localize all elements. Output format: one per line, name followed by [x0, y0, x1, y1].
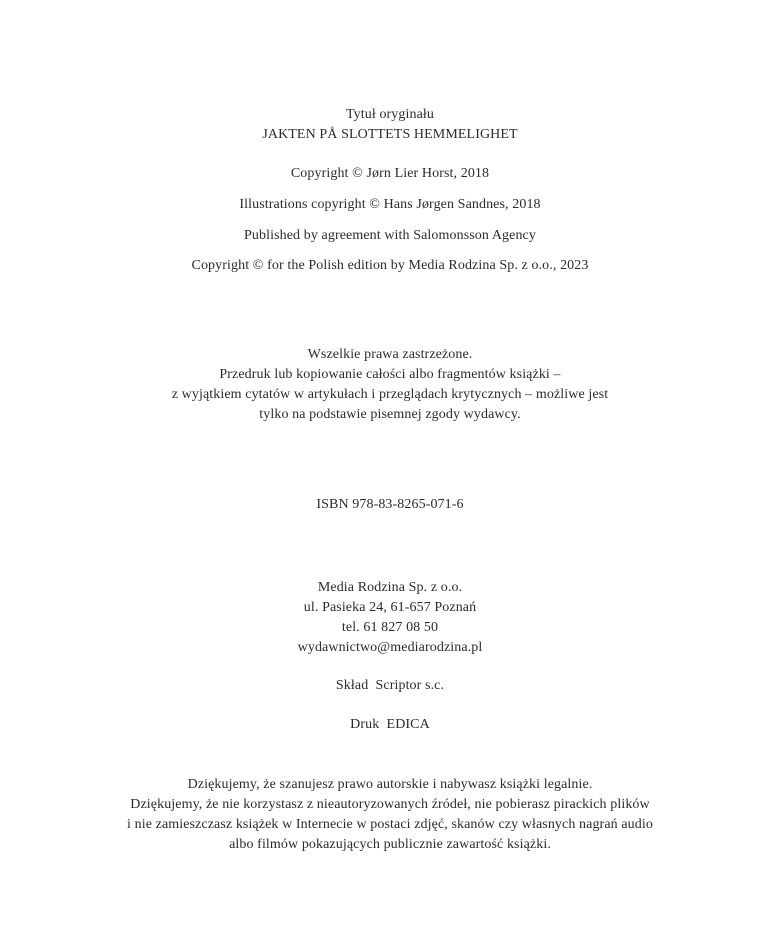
rights-notice-line: Przedruk lub kopiowanie całości albo fragmentów książki –	[219, 367, 561, 382]
copyright-illustrations: Illustrations copyright © Hans Jørgen Sandnes, 2018	[239, 197, 541, 212]
thanks-notice-line: Dziękujemy, że nie korzystasz z nieautoryzowanych źródeł, nie pobierasz pirackich plików	[130, 797, 650, 812]
thanks-notice-line: Dziękujemy, że szanujesz prawo autorskie i nabywasz książki legalnie.	[187, 777, 593, 792]
thanks-notice-line: albo filmów pokazujących publicznie zawartość książki.	[229, 837, 551, 852]
thanks-notice-line: i nie zamieszczasz książek w Internecie w postaci zdjęć, skanów czy własnych nagrań audio	[127, 817, 653, 832]
rights-notice-line: z wyjątkiem cytatów w artykułach i przeglądach krytycznych – możliwe jest	[171, 387, 609, 402]
rights-notice-line: tylko na podstawie pisemnej zgody wydawcy.	[259, 407, 521, 422]
original-title-label: Tytuł oryginału	[345, 107, 434, 122]
publisher-name: Media Rodzina Sp. z o.o.	[317, 580, 463, 595]
publisher-address: ul. Pasieka 24, 61-657 Poznań	[303, 600, 477, 615]
original-title: JAKTEN PÅ SLOTTETS HEMMELIGHET	[262, 127, 518, 142]
copyright-polish-edition: Copyright © for the Polish edition by Media Rodzina Sp. z o.o., 2023	[191, 258, 589, 273]
publisher-email: wydawnictwo@mediarodzina.pl	[297, 640, 483, 655]
agency-agreement: Published by agreement with Salomonsson Agency	[244, 228, 536, 243]
printing-credit: Druk EDICA	[350, 717, 430, 732]
publisher-phone: tel. 61 827 08 50	[341, 620, 439, 635]
isbn: ISBN 978-83-8265-071-6	[316, 497, 464, 512]
typesetting-credit: Skład Scriptor s.c.	[335, 678, 445, 693]
rights-notice-line: Wszelkie prawa zastrzeżone.	[307, 347, 473, 362]
copyright-author: Copyright © Jørn Lier Horst, 2018	[290, 166, 490, 181]
